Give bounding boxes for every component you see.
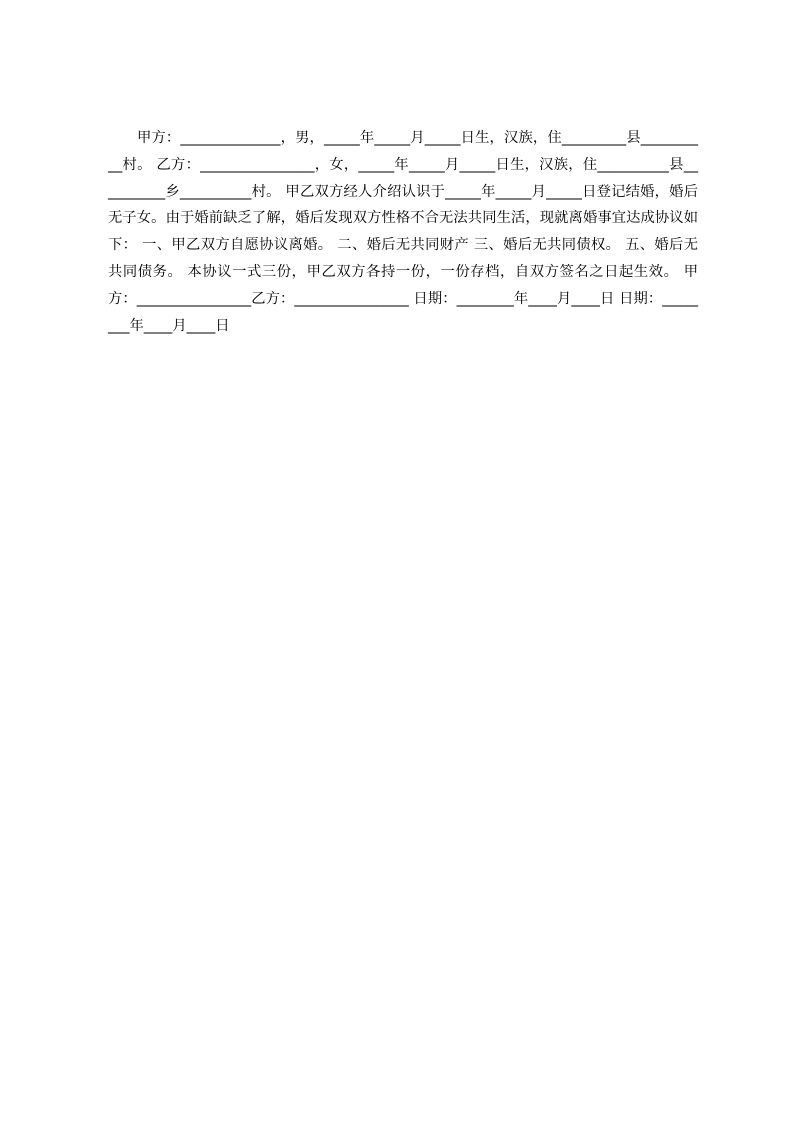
agreement-paragraph: 甲方：______________，男，_____年_____月_____日生，汉族，住_________县__________村。 乙方：________________，女，_____年_____月_____日生，汉族，住__________县__________乡__________村。 甲乙双方经人介绍认识于_____年_____月_____日登记结婚，婚后无子女。由于婚前缺乏了解，婚后发现双方性格不合无法共同生活，现就离婚事宜达成协议如下： 一、甲乙双方自愿协议离婚。 二、婚后无共同财产 三、婚后无共同债权。 五、婚后无共同债务。 本协议一式三份，甲乙双方各持一份，一份存档，自双方签名之日起生效。 甲方：________________乙方：________________ 日期：________年____月____日 日期：________年____月____日 xyxy=(108,130,698,334)
